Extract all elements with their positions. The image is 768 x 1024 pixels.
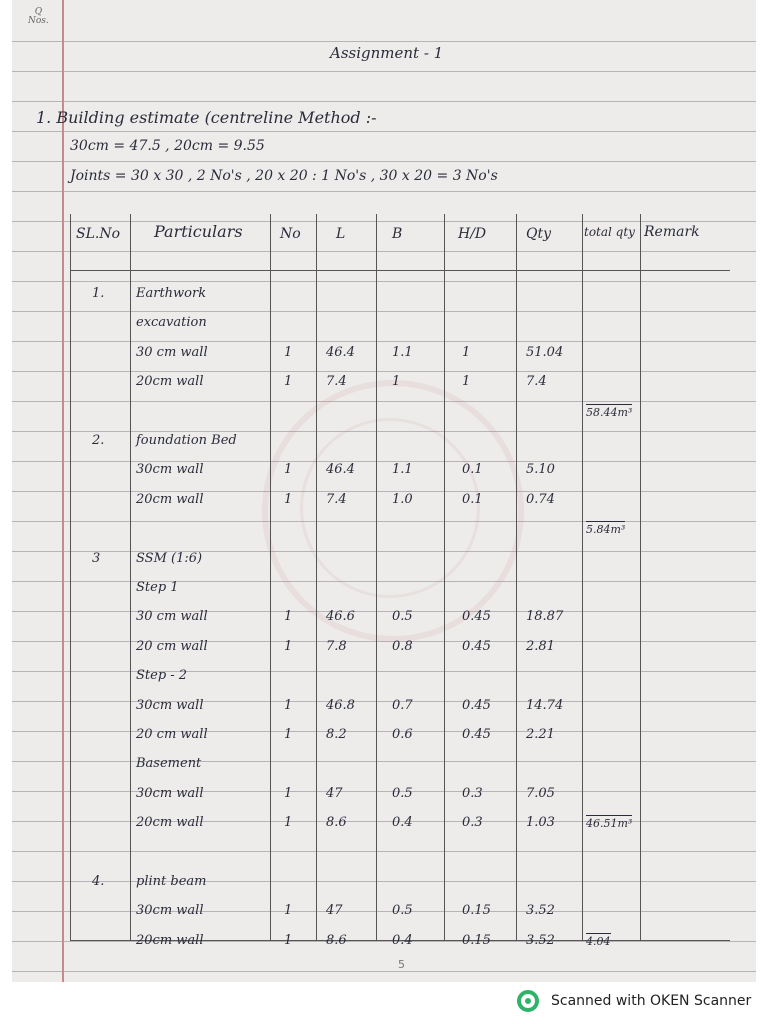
header-total-qty: total qty bbox=[584, 225, 635, 239]
cell-qty: 5.10 bbox=[526, 462, 555, 478]
cell-no: 1 bbox=[284, 903, 293, 919]
cell-particulars: 20cm wall bbox=[136, 815, 204, 831]
cell-h: 1 bbox=[462, 374, 471, 390]
header-qty: Qty bbox=[526, 226, 552, 242]
table-row bbox=[70, 929, 730, 958]
cell-particulars: Basement bbox=[136, 756, 202, 772]
cell-sl: 4. bbox=[92, 874, 105, 889]
cell-b: 0.5 bbox=[392, 785, 413, 801]
cell-qty: 2.81 bbox=[526, 638, 555, 654]
cell-b: 0.7 bbox=[392, 697, 413, 713]
table-row bbox=[70, 841, 730, 870]
section-heading: 1. Building estimate (centreline Method :- bbox=[36, 108, 377, 127]
cell-no: 1 bbox=[284, 491, 293, 507]
cell-b: 0.8 bbox=[392, 638, 413, 654]
cell-l: 46.4 bbox=[326, 462, 355, 478]
oken-logo-icon bbox=[517, 990, 539, 1012]
cell-total: 5.84m³ bbox=[586, 523, 626, 537]
cell-h: 0.3 bbox=[462, 785, 483, 801]
table-row bbox=[70, 576, 730, 605]
header-l: L bbox=[336, 226, 346, 242]
cell-no: 1 bbox=[284, 609, 293, 625]
table-row bbox=[70, 723, 730, 752]
table-row bbox=[70, 635, 730, 664]
cell-h: 0.45 bbox=[462, 609, 491, 625]
cell-no: 1 bbox=[284, 785, 293, 801]
table-row bbox=[70, 870, 730, 899]
cell-h: 0.1 bbox=[462, 462, 483, 478]
cell-h: 1 bbox=[462, 344, 471, 360]
cell-particulars: excavation bbox=[136, 315, 207, 331]
cell-l: 7.8 bbox=[326, 638, 347, 654]
header-b: B bbox=[392, 226, 403, 242]
cell-qty: 3.52 bbox=[526, 932, 555, 948]
cell-l: 46.6 bbox=[326, 609, 355, 625]
cell-particulars: 30 cm wall bbox=[136, 609, 208, 625]
header-no: No bbox=[280, 226, 301, 242]
table-row bbox=[70, 341, 730, 370]
table-row bbox=[70, 664, 730, 693]
cell-b: 0.4 bbox=[392, 815, 413, 831]
cell-particulars: SSM (1:6) bbox=[136, 550, 203, 566]
cell-l: 8.6 bbox=[326, 815, 347, 831]
cell-qty: 7.4 bbox=[526, 374, 547, 390]
cell-total: 58.44m³ bbox=[586, 405, 633, 419]
cell-qty: 14.74 bbox=[526, 697, 564, 713]
cell-h: 0.15 bbox=[462, 932, 491, 948]
cell-no: 1 bbox=[284, 932, 293, 948]
page-number: 5 bbox=[398, 958, 405, 971]
table-row bbox=[70, 458, 730, 487]
cell-b: 1 bbox=[392, 374, 401, 390]
cell-h: 0.1 bbox=[462, 491, 483, 507]
cell-sl: 2. bbox=[92, 433, 105, 448]
cell-l: 46.4 bbox=[326, 344, 355, 360]
cell-qty: 2.21 bbox=[526, 727, 555, 742]
joints-line: Joints = 30 x 30 , 2 No's , 20 x 20 : 1 No's , 30 x 20 = 3 No's bbox=[70, 168, 498, 184]
cell-particulars: 20cm wall bbox=[136, 374, 204, 390]
cell-particulars: 20cm wall bbox=[136, 491, 204, 507]
cell-qty: 18.87 bbox=[526, 609, 564, 625]
cell-particulars: 20 cm wall bbox=[136, 638, 208, 654]
cell-particulars: Step 1 bbox=[136, 580, 179, 595]
cell-l: 7.4 bbox=[326, 374, 347, 390]
cell-b: 1.0 bbox=[392, 491, 413, 507]
cell-sl: 3 bbox=[92, 550, 101, 566]
cell-h: 0.45 bbox=[462, 697, 491, 713]
cell-b: 1.1 bbox=[392, 344, 413, 360]
table-row bbox=[70, 694, 730, 723]
cell-h: 0.15 bbox=[462, 903, 491, 919]
cell-h: 0.45 bbox=[462, 638, 491, 654]
header-sl-no: SL.No bbox=[76, 226, 121, 242]
table-row bbox=[70, 488, 730, 517]
table-row bbox=[70, 782, 730, 811]
cell-qty: 0.74 bbox=[526, 491, 555, 507]
table-row bbox=[70, 400, 730, 429]
cell-no: 1 bbox=[284, 697, 293, 713]
table-row bbox=[70, 370, 730, 399]
cell-h: 0.45 bbox=[462, 727, 491, 742]
cell-particulars: 20 cm wall bbox=[136, 727, 208, 742]
cell-b: 0.5 bbox=[392, 903, 413, 919]
corner-mark: Q Nos. bbox=[28, 7, 49, 26]
cell-no: 1 bbox=[284, 462, 293, 478]
header-particulars: Particulars bbox=[154, 222, 243, 241]
cell-no: 1 bbox=[284, 727, 293, 742]
cell-l: 8.6 bbox=[326, 932, 347, 948]
table-row bbox=[70, 517, 730, 546]
page-title: Assignment - 1 bbox=[330, 44, 444, 62]
cell-sl: 1. bbox=[92, 286, 105, 301]
cell-no: 1 bbox=[284, 638, 293, 654]
cell-total: 4.04 bbox=[586, 934, 611, 948]
cell-particulars: Step - 2 bbox=[136, 668, 188, 684]
table-row bbox=[70, 752, 730, 781]
table-row bbox=[70, 311, 730, 340]
cell-b: 0.5 bbox=[392, 609, 413, 625]
cell-l: 46.8 bbox=[326, 697, 355, 713]
cell-b: 1.1 bbox=[392, 462, 413, 478]
cell-particulars: plint beam bbox=[136, 874, 207, 889]
cell-particulars: 30cm wall bbox=[136, 785, 204, 801]
cell-qty: 51.04 bbox=[526, 344, 564, 360]
header-h: H/D bbox=[458, 226, 487, 242]
margin-line bbox=[62, 0, 64, 982]
cell-no: 1 bbox=[284, 374, 293, 390]
cell-particulars: 30cm wall bbox=[136, 697, 204, 713]
cell-l: 7.4 bbox=[326, 491, 347, 507]
table-row bbox=[70, 282, 730, 311]
cell-b: 0.4 bbox=[392, 932, 413, 948]
table-row bbox=[70, 899, 730, 928]
cell-l: 47 bbox=[326, 785, 343, 801]
cell-particulars: Earthwork bbox=[136, 286, 207, 301]
table-row bbox=[70, 605, 730, 634]
cell-h: 0.3 bbox=[462, 815, 483, 831]
table-row bbox=[70, 811, 730, 840]
cell-particulars: 20cm wall bbox=[136, 932, 204, 948]
scanner-watermark bbox=[517, 990, 751, 1012]
estimate-table bbox=[70, 214, 730, 948]
cell-no: 1 bbox=[284, 815, 293, 831]
cell-l: 47 bbox=[326, 903, 343, 919]
cell-b: 0.6 bbox=[392, 727, 413, 742]
cell-l: 8.2 bbox=[326, 727, 347, 742]
cell-no: 1 bbox=[284, 344, 293, 360]
cell-qty: 1.03 bbox=[526, 815, 555, 831]
cell-particulars: 30 cm wall bbox=[136, 344, 208, 360]
cell-particulars: foundation Bed bbox=[136, 433, 237, 448]
wall-lengths-line: 30cm = 47.5 , 20cm = 9.55 bbox=[70, 138, 265, 154]
scanner-text: Scanned with OKEN Scanner bbox=[551, 993, 752, 1009]
cell-particulars: 30cm wall bbox=[136, 903, 204, 919]
cell-total: 46.51m³ bbox=[586, 817, 633, 831]
header-remark: Remark bbox=[644, 224, 700, 240]
cell-qty: 3.52 bbox=[526, 903, 555, 919]
table-row bbox=[70, 547, 730, 576]
table-row bbox=[70, 429, 730, 458]
cell-particulars: 30cm wall bbox=[136, 462, 204, 478]
cell-qty: 7.05 bbox=[526, 785, 555, 801]
